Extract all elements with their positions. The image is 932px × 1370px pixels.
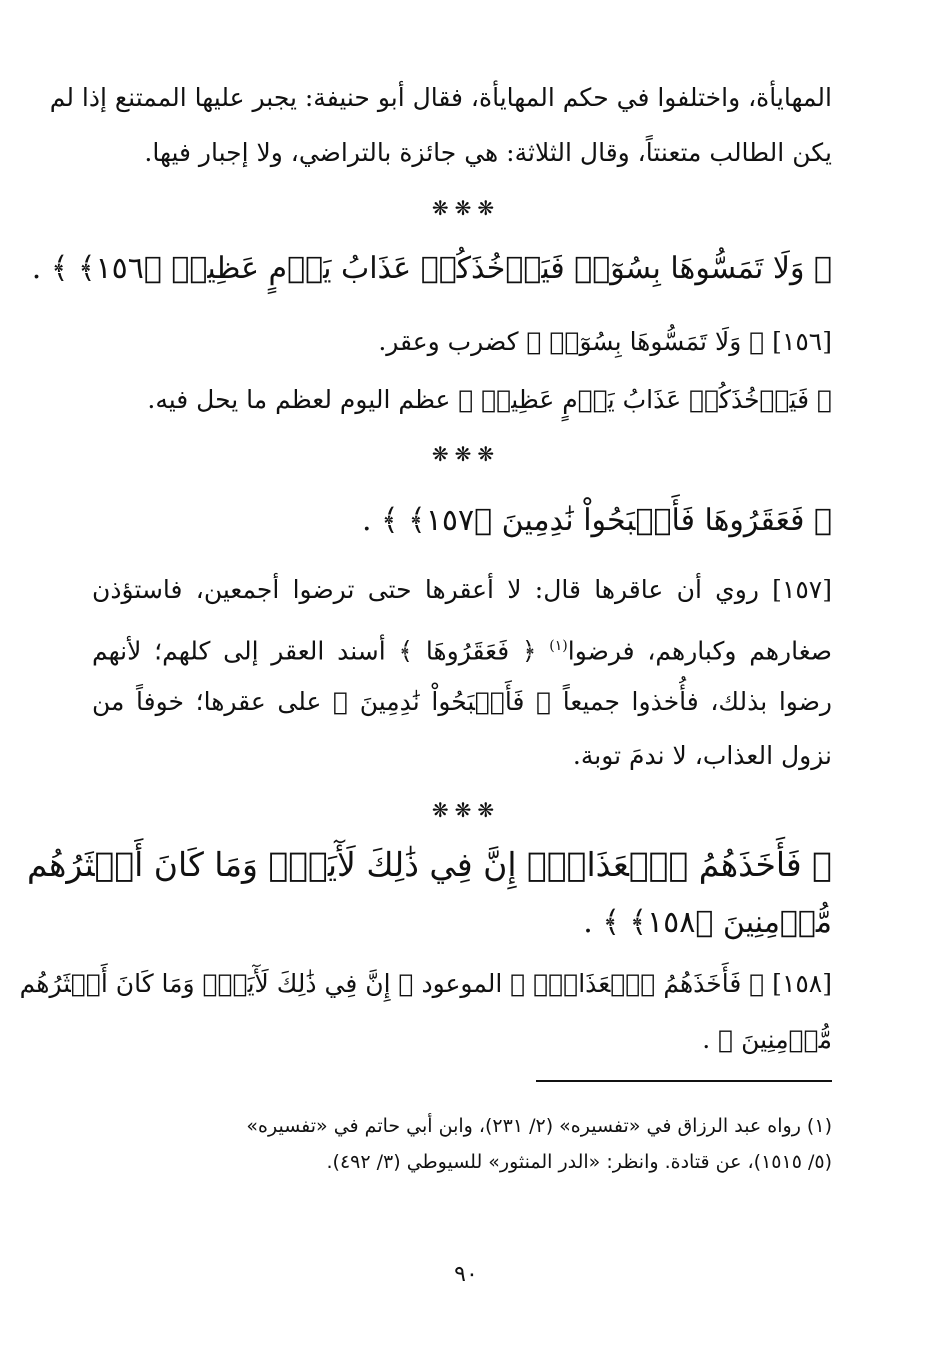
section-separator: ❋❋❋ (431, 196, 501, 220)
quran-verse: مُّؤۡمِنِينَ ﴿١٥٨﴾ ﴾ . (583, 905, 832, 940)
paragraph-line: نزول العذاب، لا ندمَ توبة. (572, 741, 832, 770)
quran-verse: ﴿ فَعَقَرُوهَا فَأَصۡبَحُواْ نَٰدِمِينَ ﴿١٥٧﴾ ﴾ . (361, 503, 832, 538)
paragraph-line: [١٥٧] روي أن عاقرها قال: لا أعقرها حتى ترضوا أجمعين، فاستؤذن (92, 575, 832, 604)
footnote-divider (536, 1080, 832, 1082)
verse-commentary: [١٥٨] ﴿ فَأَخَذَهُمُ ٱلۡعَذَابُۚ ﴾ الموعود ﴿ إِنَّ فِي ذَٰلِكَ لَأٓيَةٗۖ وَمَا كَانَ أَكۡثَرُهُم (19, 969, 832, 998)
page-number: ٩٠ (454, 1262, 478, 1287)
verse-commentary: ﴿ فَيَأۡخُذَكُمۡ عَذَابُ يَوۡمٍ عَظِيمٖ ﴾ عظم اليوم لعظم ما يحل فيه. (147, 385, 832, 414)
paragraph-line: يكن الطالب متعنتاً، وقال الثلاثة: هي جائزة بالتراضي، ولا إجبار فيها. (144, 138, 832, 167)
paragraph-line: رضوا بذلك، فأُخذوا جميعاً ﴿ فَأَصۡبَحُواْ نَٰدِمِينَ ﴾ على عقرها؛ خوفاً من (92, 687, 832, 716)
section-separator: ❋❋❋ (431, 442, 501, 466)
footnote-line: (٥/ ١٥١٥)، عن قتادة. وانظر: «الدر المنثور» للسيوطي (٣/ ٤٩٢). (326, 1151, 832, 1173)
paragraph-text: صغارهم وكبارهم، فرضوا (567, 636, 832, 666)
footnote-line: (١) رواه عبد الرزاق في «تفسيره» (٢/ ٢٣١)، وابن أبي حاتم في «تفسيره» (246, 1115, 832, 1137)
paragraph-line: المهايأة، واختلفوا في حكم المهايأة، فقال أبو حنيفة: يجبر عليها الممتنع إذا لم (49, 83, 832, 112)
footnote-marker[interactable]: (١) (549, 638, 568, 654)
section-separator: ❋❋❋ (431, 798, 501, 822)
quran-verse: ﴿ فَأَخَذَهُمُ ٱلۡعَذَابُۚ إِنَّ فِي ذَٰلِكَ لَأٓيَةٗۖ وَمَا كَانَ أَكۡثَرُهُم (27, 845, 832, 884)
quran-verse: ﴿ وَلَا تَمَسُّوهَا بِسُوٓءٖ فَيَأۡخُذَكُمۡ عَذَابُ يَوۡمٍ عَظِيمٖ ﴿١٥٦﴾ ﴾ . (31, 251, 832, 286)
paragraph-line (92, 626, 832, 671)
verse-commentary: [١٥٦] ﴿ وَلَا تَمَسُّوهَا بِسُوٓءٖ ﴾ كضرب وعقر. (378, 327, 832, 356)
paragraph-text: ﴿ فَعَقَرُوهَا ﴾ أسند العقر إلى كلهم؛ لأنهم (92, 636, 550, 666)
verse-commentary: مُّؤۡمِنِينَ ﴾ . (702, 1025, 832, 1054)
